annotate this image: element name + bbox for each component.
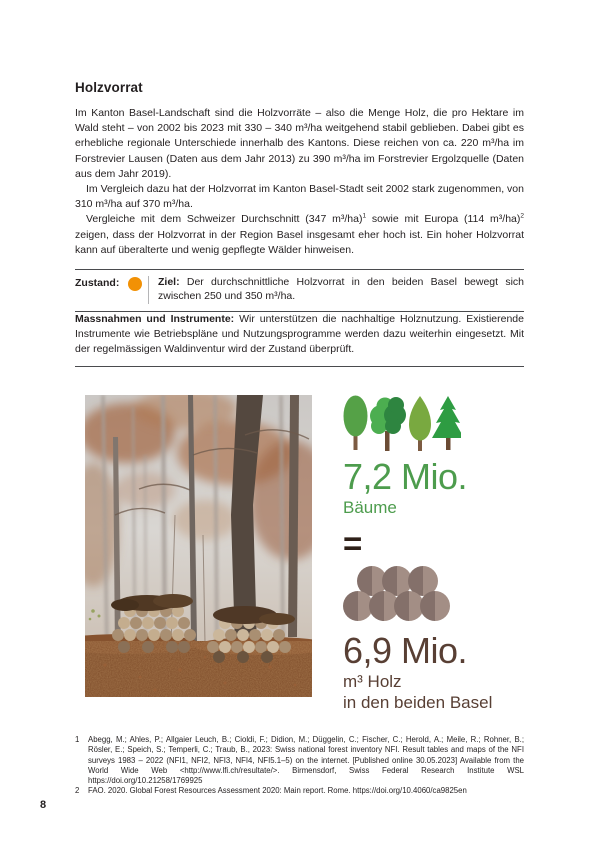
figure-row [85,395,524,713]
orange-status-dot-icon [128,277,142,291]
tree-icons-row [343,395,461,452]
forest-photo [85,395,312,697]
goal-text: Der durchschnittliche Holzvorrat in den beiden Basel bewegt sich zwischen 250 und 350 m³/ha. [158,276,524,302]
goal-cell [148,276,524,304]
paragraph-basel-stadt: Im Vergleich dazu hat der Holzvorrat im Kanton Basel-Stadt seit 2002 stark zugenommen, von 310 m³/ha auf 370 m³/ha. [75,183,524,211]
paragraph-comparison-text: Vergleiche mit dem Schweizer Durchschnitt (347 m³/ha) [86,213,363,226]
conifer-tree-icon [432,396,461,450]
trees-count-label: Bäume [343,498,397,518]
page-number: 8 [40,799,47,811]
paragraph-comparison-text: zeigen, dass der Holzvorrat in der Region Basel insgesamt eher hoch ist. Ein hoher Holzvorrat kann auf überalterte und wenig gepflegte Wälder hinweisen. [75,228,524,256]
infographic [343,395,524,713]
footnote-number: 1 [75,735,80,745]
wood-volume-value: 6,9 Mio. [343,630,468,672]
pointed-deciduous-tree-icon [409,396,431,451]
footnotes-section [75,735,524,796]
paragraph-comparison [75,212,524,258]
wood-volume-region: in den beiden Basel [343,693,493,713]
broadleaf-tree-icon [370,397,406,451]
page-title: Holzvorrat [75,80,143,95]
wood-volume-unit: m³ Holz [343,672,402,692]
paragraph-intro: Im Kanton Basel-Landschaft sind die Holzvorräte – also die Menge Holz, die pro Hektare im Wald steht – von 2002 bis 2023 mit 330 – 340 m³/ha weitgehend stabil geblieben. Dabei gibt es erhebliche regionale Unterschiede innerhalb des Kantons. Diese reichen von ca. 220 m³/ha im Forstrevier Lausen (Daten aus dem Jahr 2013) zu 390 m³/ha im Forstrevier Ergolzquelle (Daten aus dem Jahr 2019). [75,107,524,180]
footnote-number: 2 [75,786,80,796]
footnote-2 [75,786,524,796]
measures-label: Massnahmen und Instrumente: [75,312,235,325]
footnote-1 [75,735,524,786]
equals-sign: = [343,525,363,563]
status-box [75,269,524,312]
status-label-cell [75,276,148,304]
footnote-text: Abegg, M.; Ahles, P.; Allgaier Leuch, B.; Cioldi, F.; Didion, M.; Düggelin, C.; Fischer, C.; Herold, A.; Meile, R.; Rohner, B.; Rösler, E.; Speich, S.; Temperli, C.; Traub, B., 2023: Swiss national forest inventory NFI. Result tables and maps of the NFI surveys 1983 – 2022 (NFI1, NFI2, NFI3, NFI4, NFI5.1–5) on the internet. [Published online 30.05.2023] Available from the World Wide Web <http://www.lfi.ch/resultate/>. Birmensdorf, Swiss Federal Research Institute WSL https://doi.org/10.21258/1769925 [88,735,524,786]
footnote-ref-1: 1 [362,212,367,220]
oval-deciduous-tree-icon [344,396,368,451]
log-cross-section-icon [420,591,450,621]
paragraph-comparison-text: sowie mit Europa (114 m³/ha) [366,213,521,226]
log-icons-group [343,566,450,621]
paragraph-measures [75,312,524,368]
trees-count-value: 7,2 Mio. [343,456,468,498]
goal-label: Ziel: [158,276,180,289]
status-label: Zustand: [75,277,120,290]
measures-text: Wir unterstützen die nachhaltige Holznutzung. Existierende Instrumente wie Betriebspläne und Nutzungsprogramme werden dazu weiterhin eingesetzt. Mit der regelmässigen Waldinventur wird der Zustand überprüft. [75,312,524,356]
footnote-ref-2: 2 [520,212,524,220]
footnote-text: FAO. 2020. Global Forest Resources Assessment 2020: Main report. Rome. https://doi.org/10.4060/ca9825en [88,786,467,796]
content-column [75,0,524,796]
